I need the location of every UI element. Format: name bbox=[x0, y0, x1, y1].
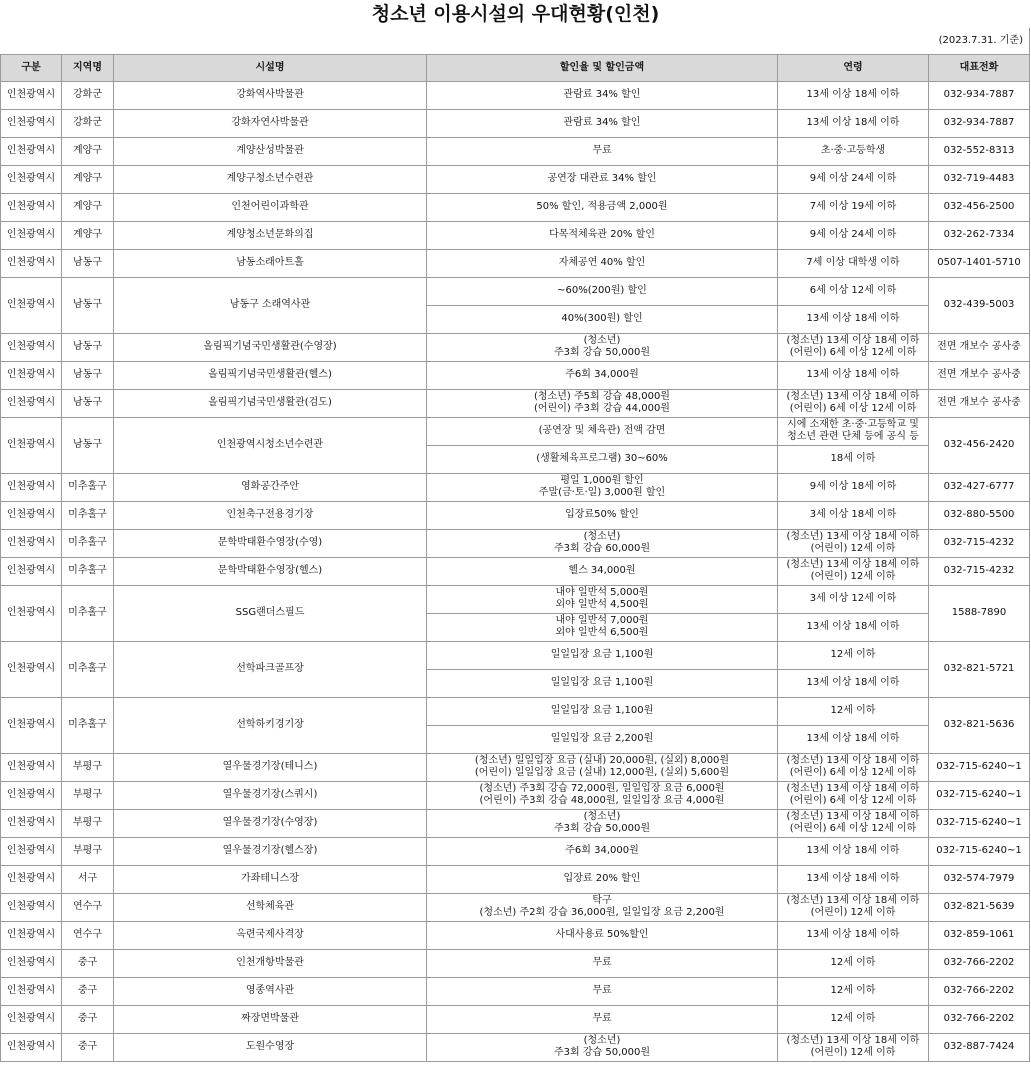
cell-facility: 인천어린이과학관 bbox=[114, 193, 427, 221]
cell-gu: 인천광역시 bbox=[1, 837, 62, 865]
cell-age: 18세 이하 bbox=[778, 445, 929, 473]
cell-phone: 032-456-2500 bbox=[929, 193, 1030, 221]
header-row bbox=[1, 54, 1030, 81]
cell-region: 중구 bbox=[62, 949, 114, 977]
table-row bbox=[1, 809, 1030, 837]
cell-gu: 인천광역시 bbox=[1, 557, 62, 585]
cell-age: (청소년) 13세 이상 18세 이하 (어린이) 12세 이하 bbox=[778, 557, 929, 585]
cell-discount: (청소년) 주5회 강습 48,000원 (어린이) 주3회 강습 44,000원 bbox=[427, 389, 778, 417]
cell-facility: 짜장면박물관 bbox=[114, 1005, 427, 1033]
cell-gu: 인천광역시 bbox=[1, 585, 62, 641]
cell-phone: 0507-1401-5710 bbox=[929, 249, 1030, 277]
cell-gu: 인천광역시 bbox=[1, 893, 62, 921]
cell-age: 3세 이상 18세 이하 bbox=[778, 501, 929, 529]
table-row bbox=[1, 585, 1030, 613]
cell-facility: 선학체육관 bbox=[114, 893, 427, 921]
cell-facility: 계양청소년문화의집 bbox=[114, 221, 427, 249]
cell-age: 초·중·고등학생 bbox=[778, 137, 929, 165]
cell-facility: 선학파크골프장 bbox=[114, 641, 427, 697]
cell-phone: 032-715-4232 bbox=[929, 529, 1030, 557]
cell-discount: 자체공연 40% 할인 bbox=[427, 249, 778, 277]
header-facility: 시설명 bbox=[114, 54, 427, 81]
cell-gu: 인천광역시 bbox=[1, 221, 62, 249]
cell-discount: (청소년) 주3회 강습 60,000원 bbox=[427, 529, 778, 557]
cell-phone: 전면 개보수 공사중 bbox=[929, 389, 1030, 417]
cell-phone: 032-574-7979 bbox=[929, 865, 1030, 893]
cell-age: 13세 이상 18세 이하 bbox=[778, 921, 929, 949]
cell-age: 시에 소재한 초·중·고등학교 및 청소년 관련 단체 등에 공식 등 bbox=[778, 417, 929, 445]
cell-gu: 인천광역시 bbox=[1, 249, 62, 277]
cell-gu: 인천광역시 bbox=[1, 81, 62, 109]
cell-discount: 일일입장 요금 2,200원 bbox=[427, 725, 778, 753]
cell-age: 12세 이하 bbox=[778, 949, 929, 977]
cell-phone: 032-262-7334 bbox=[929, 221, 1030, 249]
cell-discount: 일일입장 요금 1,100원 bbox=[427, 697, 778, 725]
cell-phone: 032-934-7887 bbox=[929, 109, 1030, 137]
cell-gu: 인천광역시 bbox=[1, 417, 62, 473]
cell-age: 13세 이상 18세 이하 bbox=[778, 865, 929, 893]
cell-gu: 인천광역시 bbox=[1, 641, 62, 697]
cell-facility: 도원수영장 bbox=[114, 1033, 427, 1061]
cell-discount: 입장료 20% 할인 bbox=[427, 865, 778, 893]
cell-age: 12세 이하 bbox=[778, 977, 929, 1005]
cell-region: 미추홀구 bbox=[62, 529, 114, 557]
cell-facility: 열우물경기장(테니스) bbox=[114, 753, 427, 781]
cell-facility: 인천축구전용경기장 bbox=[114, 501, 427, 529]
cell-discount: 주6회 34,000원 bbox=[427, 837, 778, 865]
header-discount: 할인율 및 할인금액 bbox=[427, 54, 778, 81]
table-row bbox=[1, 417, 1030, 445]
cell-facility: 열우물경기장(헬스장) bbox=[114, 837, 427, 865]
cell-phone: 032-439-5003 bbox=[929, 277, 1030, 333]
table-row bbox=[1, 753, 1030, 781]
header-age: 연령 bbox=[778, 54, 929, 81]
cell-region: 연수구 bbox=[62, 921, 114, 949]
table-row bbox=[1, 137, 1030, 165]
table-row bbox=[1, 109, 1030, 137]
cell-age: 6세 이상 12세 이하 bbox=[778, 277, 929, 305]
cell-discount: 내야 일반석 5,000원 외야 일반석 4,500원 bbox=[427, 585, 778, 613]
cell-age: 13세 이상 18세 이하 bbox=[778, 837, 929, 865]
cell-region: 미추홀구 bbox=[62, 557, 114, 585]
table-row bbox=[1, 193, 1030, 221]
cell-age: (청소년) 13세 이상 18세 이하 (어린이) 6세 이상 12세 이하 bbox=[778, 389, 929, 417]
cell-facility: 문학박태환수영장(수영) bbox=[114, 529, 427, 557]
header-phone: 대표전화 bbox=[929, 54, 1030, 81]
cell-facility: 인천개항박물관 bbox=[114, 949, 427, 977]
table-row bbox=[1, 221, 1030, 249]
table-row bbox=[1, 361, 1030, 389]
cell-facility: 가좌테니스장 bbox=[114, 865, 427, 893]
cell-discount: 입장료50% 할인 bbox=[427, 501, 778, 529]
cell-age: 9세 이상 24세 이하 bbox=[778, 221, 929, 249]
cell-facility: 영종역사관 bbox=[114, 977, 427, 1005]
cell-phone: 1588-7890 bbox=[929, 585, 1030, 641]
cell-age: (청소년) 13세 이상 18세 이하 (어린이) 6세 이상 12세 이하 bbox=[778, 753, 929, 781]
table-row bbox=[1, 277, 1030, 305]
cell-phone: 032-887-7424 bbox=[929, 1033, 1030, 1061]
table-row bbox=[1, 949, 1030, 977]
cell-discount: 무료 bbox=[427, 949, 778, 977]
cell-gu: 인천광역시 bbox=[1, 1005, 62, 1033]
table-row bbox=[1, 641, 1030, 669]
cell-age: 9세 이상 18세 이하 bbox=[778, 473, 929, 501]
cell-facility: SSG랜더스필드 bbox=[114, 585, 427, 641]
cell-discount: ~60%(200원) 할인 bbox=[427, 277, 778, 305]
cell-gu: 인천광역시 bbox=[1, 949, 62, 977]
cell-facility: 강화역사박물관 bbox=[114, 81, 427, 109]
cell-phone: 032-766-2202 bbox=[929, 949, 1030, 977]
cell-facility: 계양산성박물관 bbox=[114, 137, 427, 165]
cell-phone: 032-715-6240~1 bbox=[929, 809, 1030, 837]
facility-table bbox=[0, 28, 1030, 1062]
cell-phone: 032-715-6240~1 bbox=[929, 753, 1030, 781]
cell-discount: (청소년) 주3회 강습 72,000원, 일일입장 요금 6,000원 (어린이) 주3회 강습 48,000원, 일일입장 요금 4,000원 bbox=[427, 781, 778, 809]
table-row bbox=[1, 81, 1030, 109]
cell-age: 13세 이상 18세 이하 bbox=[778, 305, 929, 333]
cell-gu: 인천광역시 bbox=[1, 1033, 62, 1061]
cell-region: 중구 bbox=[62, 1005, 114, 1033]
cell-age: (청소년) 13세 이상 18세 이하 (어린이) 12세 이하 bbox=[778, 529, 929, 557]
table-row bbox=[1, 781, 1030, 809]
cell-region: 미추홀구 bbox=[62, 473, 114, 501]
cell-phone: 전면 개보수 공사중 bbox=[929, 333, 1030, 361]
cell-region: 연수구 bbox=[62, 893, 114, 921]
cell-phone: 032-821-5721 bbox=[929, 641, 1030, 697]
cell-region: 강화군 bbox=[62, 109, 114, 137]
cell-phone: 032-456-2420 bbox=[929, 417, 1030, 473]
cell-discount: 40%(300원) 할인 bbox=[427, 305, 778, 333]
cell-phone: 전면 개보수 공사중 bbox=[929, 361, 1030, 389]
cell-region: 미추홀구 bbox=[62, 585, 114, 641]
cell-discount: 일일입장 요금 1,100원 bbox=[427, 669, 778, 697]
cell-region: 강화군 bbox=[62, 81, 114, 109]
cell-region: 남동구 bbox=[62, 361, 114, 389]
cell-age: 13세 이상 18세 이하 bbox=[778, 361, 929, 389]
cell-facility: 계양구청소년수련관 bbox=[114, 165, 427, 193]
table-row bbox=[1, 977, 1030, 1005]
cell-discount: 공연장 대관료 34% 할인 bbox=[427, 165, 778, 193]
cell-gu: 인천광역시 bbox=[1, 697, 62, 753]
cell-region: 부평구 bbox=[62, 837, 114, 865]
cell-age: 13세 이상 18세 이하 bbox=[778, 669, 929, 697]
cell-age: 7세 이상 19세 이하 bbox=[778, 193, 929, 221]
table-row bbox=[1, 473, 1030, 501]
cell-region: 미추홀구 bbox=[62, 641, 114, 697]
cell-discount: 일일입장 요금 1,100원 bbox=[427, 641, 778, 669]
document-title: 청소년 이용시설의 우대현황(인천) bbox=[371, 3, 660, 25]
cell-facility: 남동구 소래역사관 bbox=[114, 277, 427, 333]
cell-region: 미추홀구 bbox=[62, 697, 114, 753]
cell-facility: 선학하키경기장 bbox=[114, 697, 427, 753]
cell-age: 13세 이상 18세 이하 bbox=[778, 81, 929, 109]
cell-age: 12세 이하 bbox=[778, 1005, 929, 1033]
cell-discount: (공연장 및 체육관) 전액 감면 bbox=[427, 417, 778, 445]
cell-age: (청소년) 13세 이상 18세 이하 (어린이) 6세 이상 12세 이하 bbox=[778, 781, 929, 809]
cell-discount: 다목적체육관 20% 할인 bbox=[427, 221, 778, 249]
cell-facility: 올림픽기념국민생활관(헬스) bbox=[114, 361, 427, 389]
table-row bbox=[1, 501, 1030, 529]
cell-phone: 032-552-8313 bbox=[929, 137, 1030, 165]
cell-discount: 관람료 34% 할인 bbox=[427, 81, 778, 109]
cell-gu: 인천광역시 bbox=[1, 781, 62, 809]
table-row bbox=[1, 1005, 1030, 1033]
cell-facility: 남동소래아트홀 bbox=[114, 249, 427, 277]
cell-gu: 인천광역시 bbox=[1, 193, 62, 221]
cell-discount: 50% 할인, 적용금액 2,000원 bbox=[427, 193, 778, 221]
cell-region: 서구 bbox=[62, 865, 114, 893]
cell-phone: 032-821-5639 bbox=[929, 893, 1030, 921]
cell-facility: 인천광역시청소년수련관 bbox=[114, 417, 427, 473]
cell-discount: (청소년) 일일입장 요금 (실내) 20,000원, (실외) 8,000원 (어린이) 일일입장 요금 (실내) 12,000원, (실외) 5,600원 bbox=[427, 753, 778, 781]
cell-age: 13세 이상 18세 이하 bbox=[778, 109, 929, 137]
cell-facility: 영화공간주안 bbox=[114, 473, 427, 501]
cell-discount: 무료 bbox=[427, 977, 778, 1005]
cell-age: 12세 이하 bbox=[778, 641, 929, 669]
table-row bbox=[1, 165, 1030, 193]
cell-region: 계양구 bbox=[62, 221, 114, 249]
cell-gu: 인천광역시 bbox=[1, 865, 62, 893]
cell-gu: 인천광역시 bbox=[1, 109, 62, 137]
cell-age: 13세 이상 18세 이하 bbox=[778, 613, 929, 641]
cell-facility: 문학박태환수영장(헬스) bbox=[114, 557, 427, 585]
cell-phone: 032-715-4232 bbox=[929, 557, 1030, 585]
cell-discount: 무료 bbox=[427, 1005, 778, 1033]
cell-gu: 인천광역시 bbox=[1, 277, 62, 333]
cell-phone: 032-715-6240~1 bbox=[929, 781, 1030, 809]
table-row bbox=[1, 921, 1030, 949]
header-gu: 구분 bbox=[1, 54, 62, 81]
cell-discount: 관람료 34% 할인 bbox=[427, 109, 778, 137]
cell-gu: 인천광역시 bbox=[1, 529, 62, 557]
cell-gu: 인천광역시 bbox=[1, 809, 62, 837]
cell-discount: 주6회 34,000원 bbox=[427, 361, 778, 389]
cell-region: 남동구 bbox=[62, 389, 114, 417]
cell-discount: 평일 1,000원 할인 주말(금·토·일) 3,000원 할인 bbox=[427, 473, 778, 501]
cell-phone: 032-880-5500 bbox=[929, 501, 1030, 529]
cell-discount: (청소년) 주3회 강습 50,000원 bbox=[427, 1033, 778, 1061]
cell-gu: 인천광역시 bbox=[1, 501, 62, 529]
cell-phone: 032-715-6240~1 bbox=[929, 837, 1030, 865]
cell-region: 부평구 bbox=[62, 753, 114, 781]
cell-phone: 032-821-5636 bbox=[929, 697, 1030, 753]
cell-age: (청소년) 13세 이상 18세 이하 (어린이) 6세 이상 12세 이하 bbox=[778, 809, 929, 837]
cell-region: 중구 bbox=[62, 977, 114, 1005]
table-row bbox=[1, 529, 1030, 557]
cell-gu: 인천광역시 bbox=[1, 473, 62, 501]
cell-age: (청소년) 13세 이상 18세 이하 (어린이) 12세 이하 bbox=[778, 1033, 929, 1061]
cell-discount: 헬스 34,000원 bbox=[427, 557, 778, 585]
table-row bbox=[1, 249, 1030, 277]
cell-age: 12세 이하 bbox=[778, 697, 929, 725]
cell-phone: 032-719-4483 bbox=[929, 165, 1030, 193]
header-region: 지역명 bbox=[62, 54, 114, 81]
cell-gu: 인천광역시 bbox=[1, 137, 62, 165]
cell-discount: (청소년) 주3회 강습 50,000원 bbox=[427, 809, 778, 837]
cell-phone: 032-859-1061 bbox=[929, 921, 1030, 949]
cell-region: 남동구 bbox=[62, 277, 114, 333]
cell-phone: 032-427-6777 bbox=[929, 473, 1030, 501]
table-row bbox=[1, 557, 1030, 585]
cell-phone: 032-766-2202 bbox=[929, 1005, 1030, 1033]
cell-gu: 인천광역시 bbox=[1, 921, 62, 949]
cell-age: (청소년) 13세 이상 18세 이하 (어린이) 12세 이하 bbox=[778, 893, 929, 921]
cell-gu: 인천광역시 bbox=[1, 753, 62, 781]
cell-discount: 무료 bbox=[427, 137, 778, 165]
cell-facility: 올림픽기념국민생활관(검도) bbox=[114, 389, 427, 417]
table-row bbox=[1, 389, 1030, 417]
table-row bbox=[1, 1033, 1030, 1061]
cell-region: 중구 bbox=[62, 1033, 114, 1061]
cell-discount: (생활체육프로그램) 30~60% bbox=[427, 445, 778, 473]
cell-region: 계양구 bbox=[62, 137, 114, 165]
cell-discount: 내야 일반석 7,000원 외야 일반석 6,500원 bbox=[427, 613, 778, 641]
cell-facility: 올림픽기념국민생활관(수영장) bbox=[114, 333, 427, 361]
table-row bbox=[1, 697, 1030, 725]
cell-facility: 열우물경기장(수영장) bbox=[114, 809, 427, 837]
cell-gu: 인천광역시 bbox=[1, 165, 62, 193]
cell-phone: 032-766-2202 bbox=[929, 977, 1030, 1005]
cell-age: 7세 이상 대학생 이하 bbox=[778, 249, 929, 277]
cell-facility: 열우물경기장(스쿼시) bbox=[114, 781, 427, 809]
table-row bbox=[1, 893, 1030, 921]
cell-region: 부평구 bbox=[62, 809, 114, 837]
cell-gu: 인천광역시 bbox=[1, 361, 62, 389]
table-row bbox=[1, 837, 1030, 865]
cell-discount: 사대사용료 50%할인 bbox=[427, 921, 778, 949]
cell-age: 13세 이상 18세 이하 bbox=[778, 725, 929, 753]
date-row bbox=[1, 28, 1030, 54]
cell-region: 남동구 bbox=[62, 249, 114, 277]
cell-region: 남동구 bbox=[62, 417, 114, 473]
cell-age: 3세 이상 12세 이하 bbox=[778, 585, 929, 613]
cell-discount: (청소년) 주3회 강습 50,000원 bbox=[427, 333, 778, 361]
cell-phone: 032-934-7887 bbox=[929, 81, 1030, 109]
cell-age: 9세 이상 24세 이하 bbox=[778, 165, 929, 193]
table-row bbox=[1, 865, 1030, 893]
cell-region: 부평구 bbox=[62, 781, 114, 809]
cell-facility: 강화자연사박물관 bbox=[114, 109, 427, 137]
cell-region: 남동구 bbox=[62, 333, 114, 361]
cell-region: 미추홀구 bbox=[62, 501, 114, 529]
table-row bbox=[1, 333, 1030, 361]
cell-region: 계양구 bbox=[62, 193, 114, 221]
cell-age: (청소년) 13세 이상 18세 이하 (어린이) 6세 이상 12세 이하 bbox=[778, 333, 929, 361]
cell-gu: 인천광역시 bbox=[1, 389, 62, 417]
cell-gu: 인천광역시 bbox=[1, 977, 62, 1005]
cell-gu: 인천광역시 bbox=[1, 333, 62, 361]
cell-facility: 옥련국제사격장 bbox=[114, 921, 427, 949]
date-note: (2023.7.31. 기준) bbox=[929, 28, 1030, 54]
cell-region: 계양구 bbox=[62, 165, 114, 193]
cell-discount: 탁구 (청소년) 주2회 강습 36,000원, 일일입장 요금 2,200원 bbox=[427, 893, 778, 921]
